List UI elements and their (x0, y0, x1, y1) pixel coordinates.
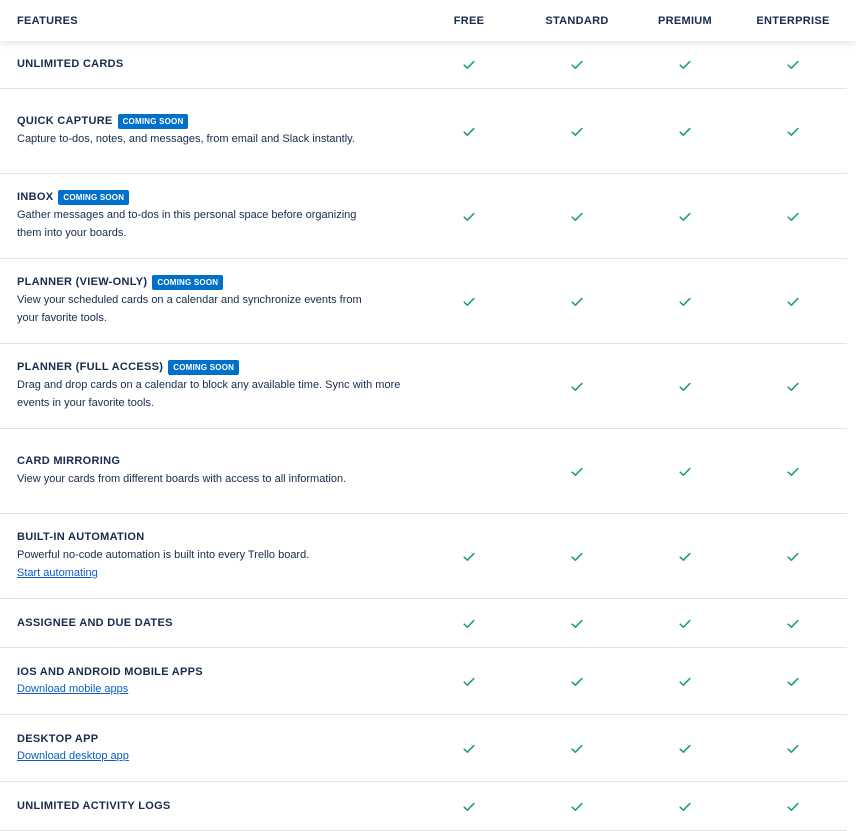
checkmark-icon (787, 212, 799, 222)
feature-title: BUILT-IN AUTOMATION (17, 531, 145, 543)
checkmark-icon (571, 677, 583, 687)
feature-cell (17, 782, 407, 830)
checkmark-icon (679, 467, 691, 477)
feature-title: UNLIMITED ACTIVITY LOGS (17, 799, 171, 812)
feature-title-line (17, 530, 407, 545)
checkmark-icon (679, 297, 691, 307)
coming-soon-badge: COMING SOON (152, 275, 223, 290)
checkmark-icon (787, 467, 799, 477)
feature-title-line (17, 360, 407, 375)
feature-description: View your cards from different boards with access to all information. (17, 473, 347, 485)
checkmark-icon (787, 297, 799, 307)
feature-cell (17, 599, 407, 647)
feature-title-line (17, 665, 407, 680)
checkmark-icon (787, 382, 799, 392)
feature-description: Capture to-dos, notes, and messages, from email and Slack instantly. (17, 133, 355, 145)
checkmark-icon (571, 467, 583, 477)
table-row (0, 715, 847, 782)
feature-description: Powerful no-code automation is built into every Trello board. (17, 549, 310, 561)
feature-title-line (17, 57, 407, 72)
table-header (0, 0, 856, 41)
feature-description: Gather messages and to-dos in this personal space before organizing them into your boards. (17, 209, 357, 239)
checkmark-icon (463, 297, 475, 307)
feature-title-line (17, 454, 407, 469)
feature-title-line (17, 114, 407, 129)
checkmark-icon (679, 744, 691, 754)
header-free: FREE (453, 15, 485, 27)
feature-title-line (17, 275, 407, 290)
checkmark-icon (571, 619, 583, 629)
feature-cell (17, 648, 407, 714)
feature-title: DESKTOP APP (17, 732, 99, 745)
checkmark-icon (679, 677, 691, 687)
feature-cell (17, 41, 407, 88)
feature-title: ASSIGNEE AND DUE DATES (17, 616, 173, 629)
checkmark-icon (679, 60, 691, 70)
checkmark-icon (463, 677, 475, 687)
feature-title: PLANNER (VIEW-ONLY) (17, 276, 148, 288)
checkmark-icon (571, 382, 583, 392)
checkmark-icon (571, 297, 583, 307)
checkmark-icon (463, 744, 475, 754)
checkmark-icon (787, 802, 799, 812)
table-row (0, 514, 847, 599)
coming-soon-badge: COMING SOON (58, 190, 129, 205)
header-enterprise: ENTERPRISE (756, 15, 830, 27)
checkmark-icon (571, 552, 583, 562)
feature-cell (17, 89, 407, 173)
checkmark-icon (787, 552, 799, 562)
table-row (0, 429, 847, 514)
table-row (0, 259, 847, 344)
checkmark-icon (787, 744, 799, 754)
checkmark-icon (463, 127, 475, 137)
checkmark-icon (787, 677, 799, 687)
table-row (0, 599, 847, 648)
feature-link[interactable]: Download mobile apps (17, 682, 129, 695)
checkmark-icon (463, 619, 475, 629)
checkmark-icon (463, 212, 475, 222)
feature-cell (17, 715, 407, 781)
feature-title-line (17, 190, 407, 205)
checkmark-icon (571, 127, 583, 137)
checkmark-icon (787, 619, 799, 629)
header-features: FEATURES (17, 15, 78, 27)
feature-link[interactable]: Download desktop app (17, 749, 129, 762)
feature-cell (17, 514, 407, 598)
feature-description: Drag and drop cards on a calendar to block any available time. Sync with more events in your favorite tools. (17, 379, 401, 409)
table-row (0, 174, 847, 259)
feature-title: IOS AND ANDROID MOBILE APPS (17, 665, 203, 678)
feature-title: CARD MIRRORING (17, 455, 121, 467)
checkmark-icon (463, 552, 475, 562)
header-standard: STANDARD (545, 15, 609, 27)
checkmark-icon (679, 212, 691, 222)
feature-cell (17, 174, 407, 258)
feature-title-line (17, 799, 407, 814)
feature-cell (17, 429, 407, 513)
table-row (0, 648, 847, 715)
checkmark-icon (571, 744, 583, 754)
checkmark-icon (679, 382, 691, 392)
feature-title: UNLIMITED CARDS (17, 58, 124, 70)
feature-cell (17, 259, 407, 343)
checkmark-icon (571, 60, 583, 70)
feature-link[interactable]: Start automating (17, 567, 98, 579)
checkmark-icon (571, 212, 583, 222)
table-row (0, 41, 847, 89)
coming-soon-badge: COMING SOON (168, 360, 239, 375)
feature-title: QUICK CAPTURE (17, 115, 113, 127)
feature-description: View your scheduled cards on a calendar and synchronize events from your favorite tools. (17, 294, 362, 324)
checkmark-icon (679, 619, 691, 629)
checkmark-icon (679, 552, 691, 562)
checkmark-icon (679, 127, 691, 137)
feature-cell (17, 344, 407, 428)
feature-title-line (17, 732, 407, 747)
table-row (0, 782, 847, 831)
checkmark-icon (679, 802, 691, 812)
checkmark-icon (463, 60, 475, 70)
feature-title: PLANNER (FULL ACCESS) (17, 361, 164, 373)
checkmark-icon (571, 802, 583, 812)
feature-title-line (17, 616, 407, 631)
checkmark-icon (463, 802, 475, 812)
header-premium: PREMIUM (657, 15, 713, 27)
table-row (0, 89, 847, 174)
checkmark-icon (787, 127, 799, 137)
checkmark-icon (787, 60, 799, 70)
table-row (0, 344, 847, 429)
coming-soon-badge: COMING SOON (118, 114, 189, 129)
feature-title: INBOX (17, 191, 54, 203)
